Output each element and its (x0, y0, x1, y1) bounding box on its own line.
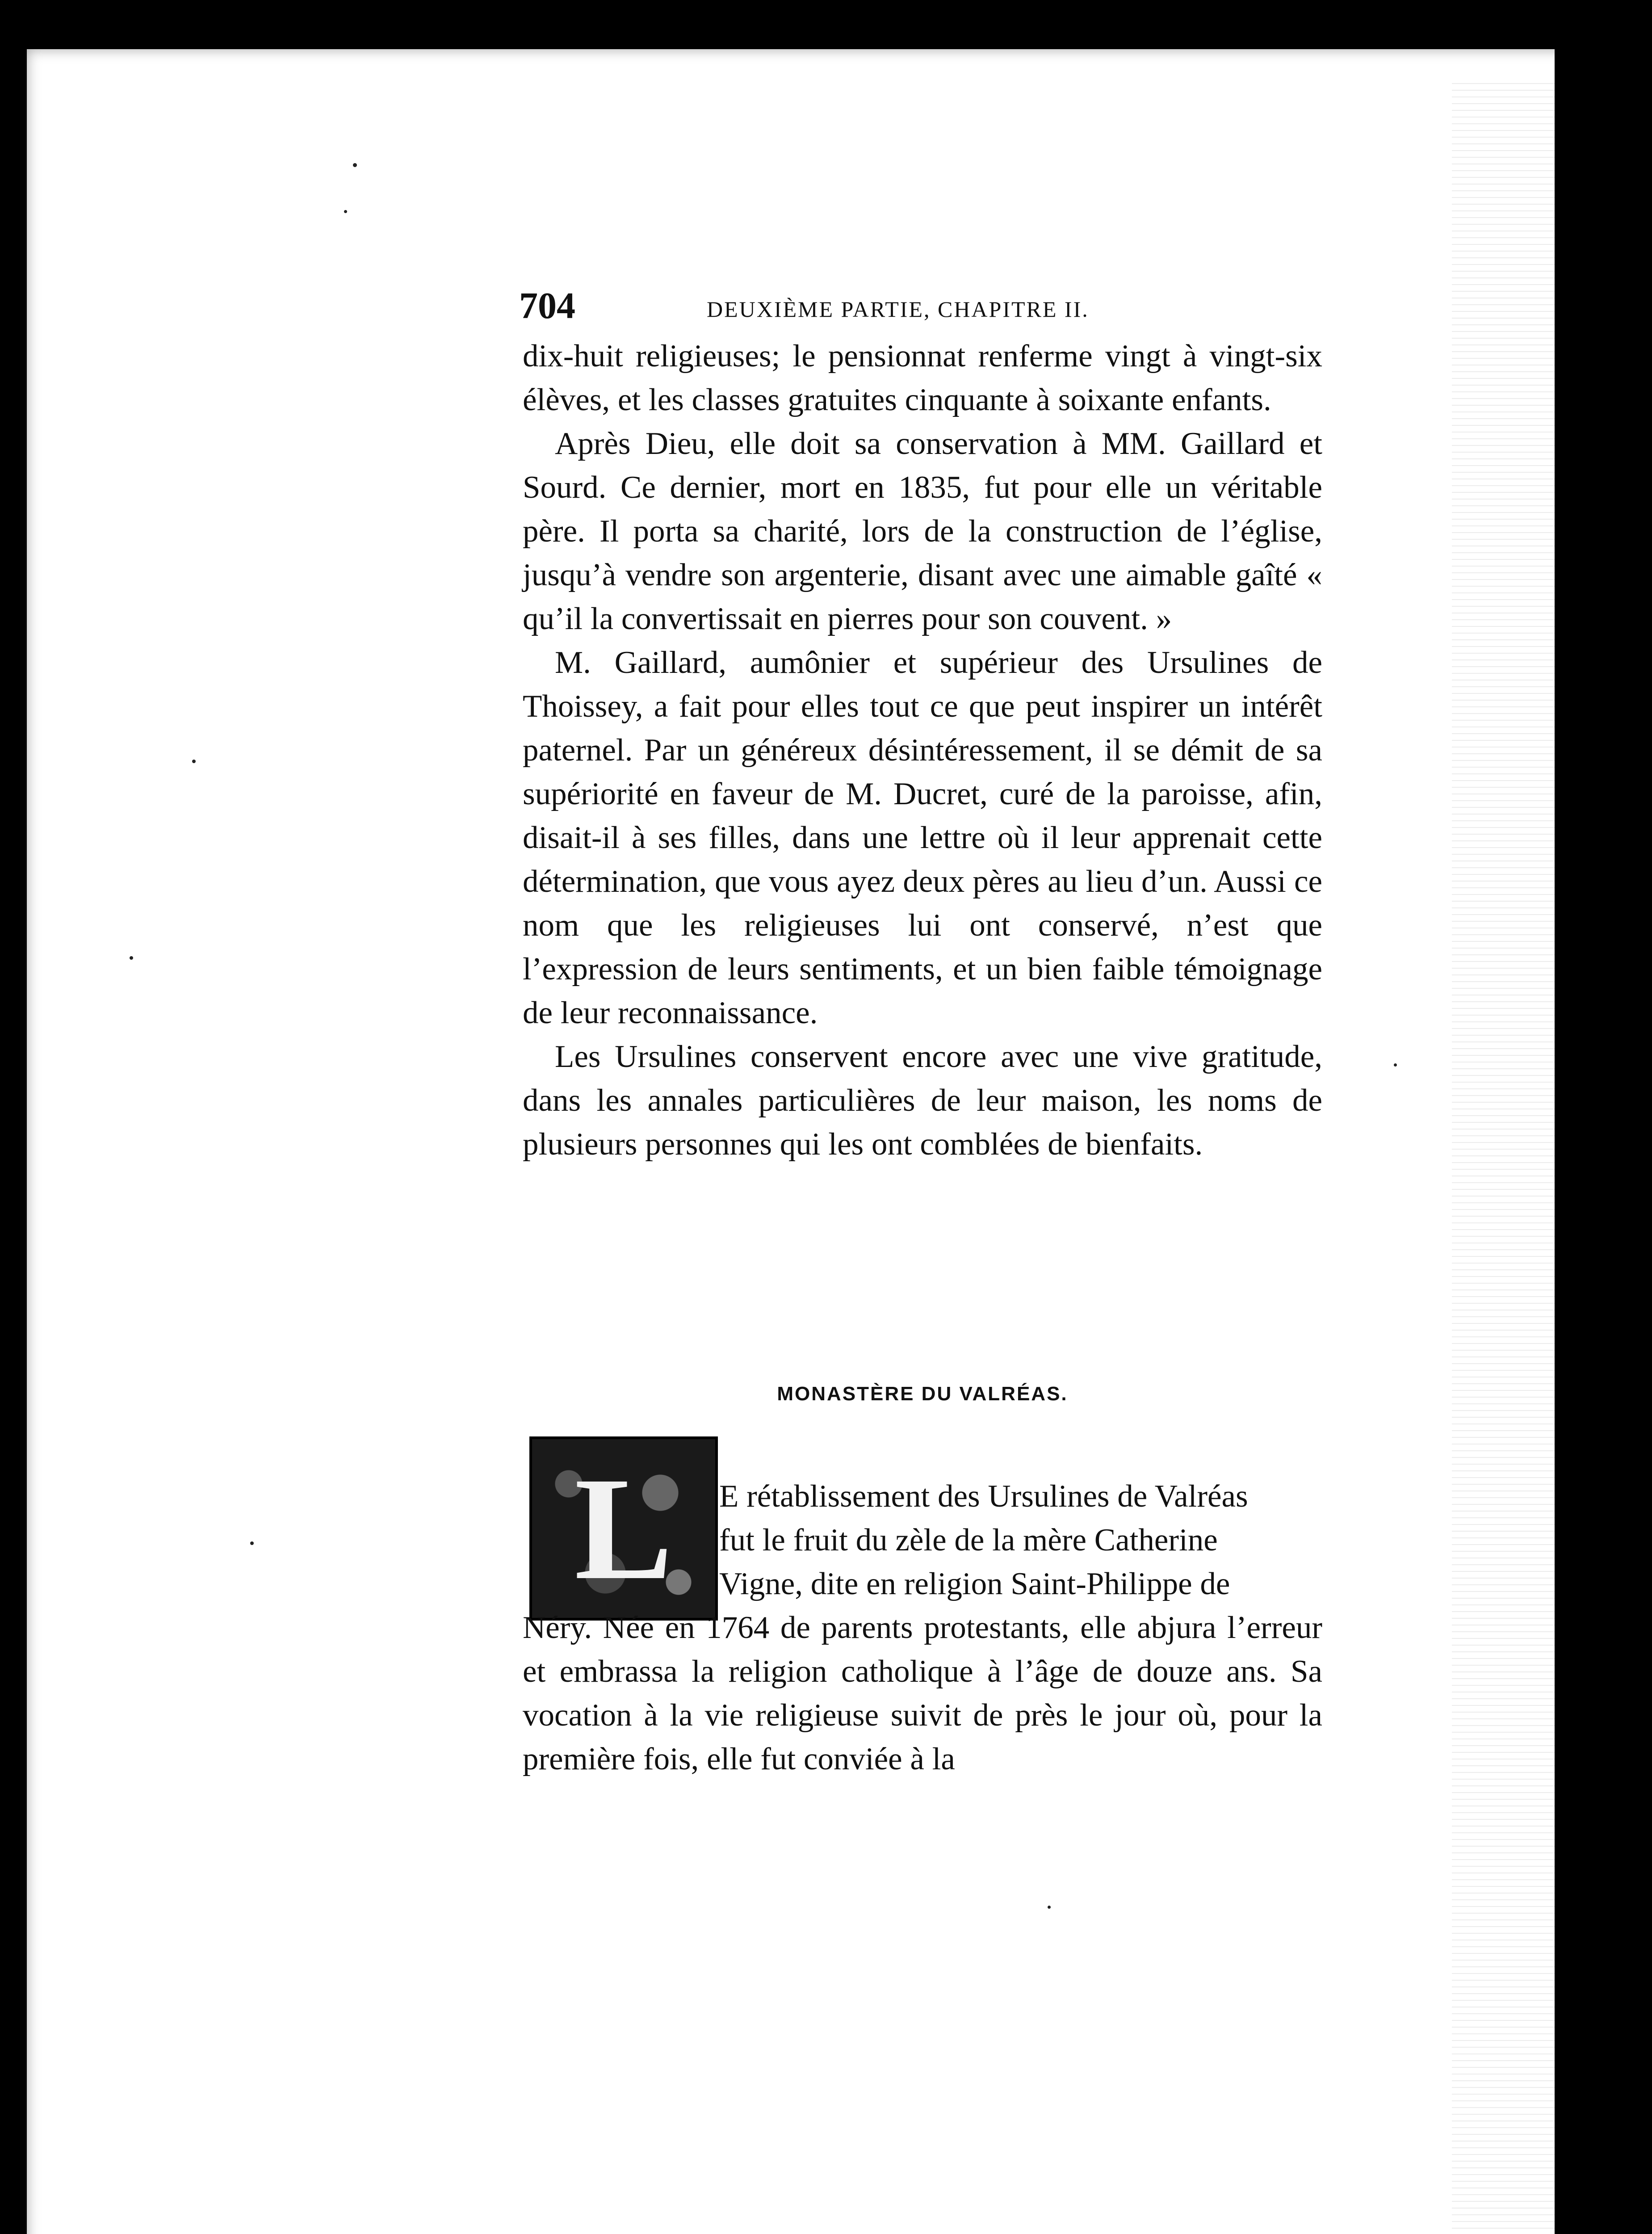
dropcap-letter: L (574, 1447, 673, 1610)
section-text (523, 1474, 1322, 1781)
paragraph: dix-huit religieuses; le pensionnat renferme vingt à vingt-six élèves, et les classes gratuites cinquante à soixante enfants. (523, 339, 1322, 417)
section-title: MONASTÈRE DU VALRÉAS. (777, 1383, 1068, 1405)
section-line: E rétablissement des Ursulines de Valréas (719, 1479, 1248, 1514)
page-number: 704 (519, 285, 575, 327)
paragraph: Après Dieu, elle doit sa conservation à MM. Gaillard et Sourd. Ce dernier, mort en 1835, fut pour elle un véritable père. Il porta sa charité, lors de la construction de l’église, jusqu’à vendre son argenterie, disant avec une aimable gaîté « qu’il la convertissait en pierres pour son couvent. » (523, 426, 1322, 636)
speck (130, 956, 133, 960)
speck (192, 760, 196, 763)
speck (1048, 1906, 1051, 1909)
section-line: fut le fruit du zèle de la mère Catherine (719, 1523, 1218, 1558)
paragraph: Les Ursulines conservent encore avec une vive gratitude, dans les annales particulières de leur maison, les noms de plusieurs personnes qui les ont comblées de bienfaits. (523, 1039, 1322, 1162)
page-header (519, 286, 1323, 326)
speck (1394, 1063, 1397, 1067)
body-text (523, 334, 1322, 1166)
speck (353, 163, 357, 167)
running-head: DEUXIÈME PARTIE, CHAPITRE II. (707, 297, 1089, 322)
speck (344, 210, 347, 213)
speck (250, 1541, 254, 1545)
paragraph: M. Gaillard, aumônier et supérieur des Ursulines de Thoissey, a fait pour elles tout ce que peut inspirer un intérêt paternel. Par un généreux désintéressement, il se démit de sa supériorité en faveur de M. Ducret, curé de la paroisse, afin, disait-il à ses filles, dans une lettre où il leur apprenait cette détermination, que vous ayez deux pères au lieu d’un. Aussi ce nom que les religieuses lui ont conservé, n’est que l’expression de leurs sentiments, et un bien faible témoignage de leur reconnaissance. (523, 645, 1322, 1030)
section-line: Néry. Née en 1764 de parents protestants, elle abjura l’erreur et embrassa la religion catholique à l’âge de douze ans. Sa vocation à la vie religieuse suivit de près le jour où, pour la première fois, elle fut conviée à la (523, 1610, 1322, 1776)
scan-border (1555, 40, 1626, 2234)
section-line: Vigne, dite en religion Saint-Philippe de (719, 1566, 1230, 1601)
